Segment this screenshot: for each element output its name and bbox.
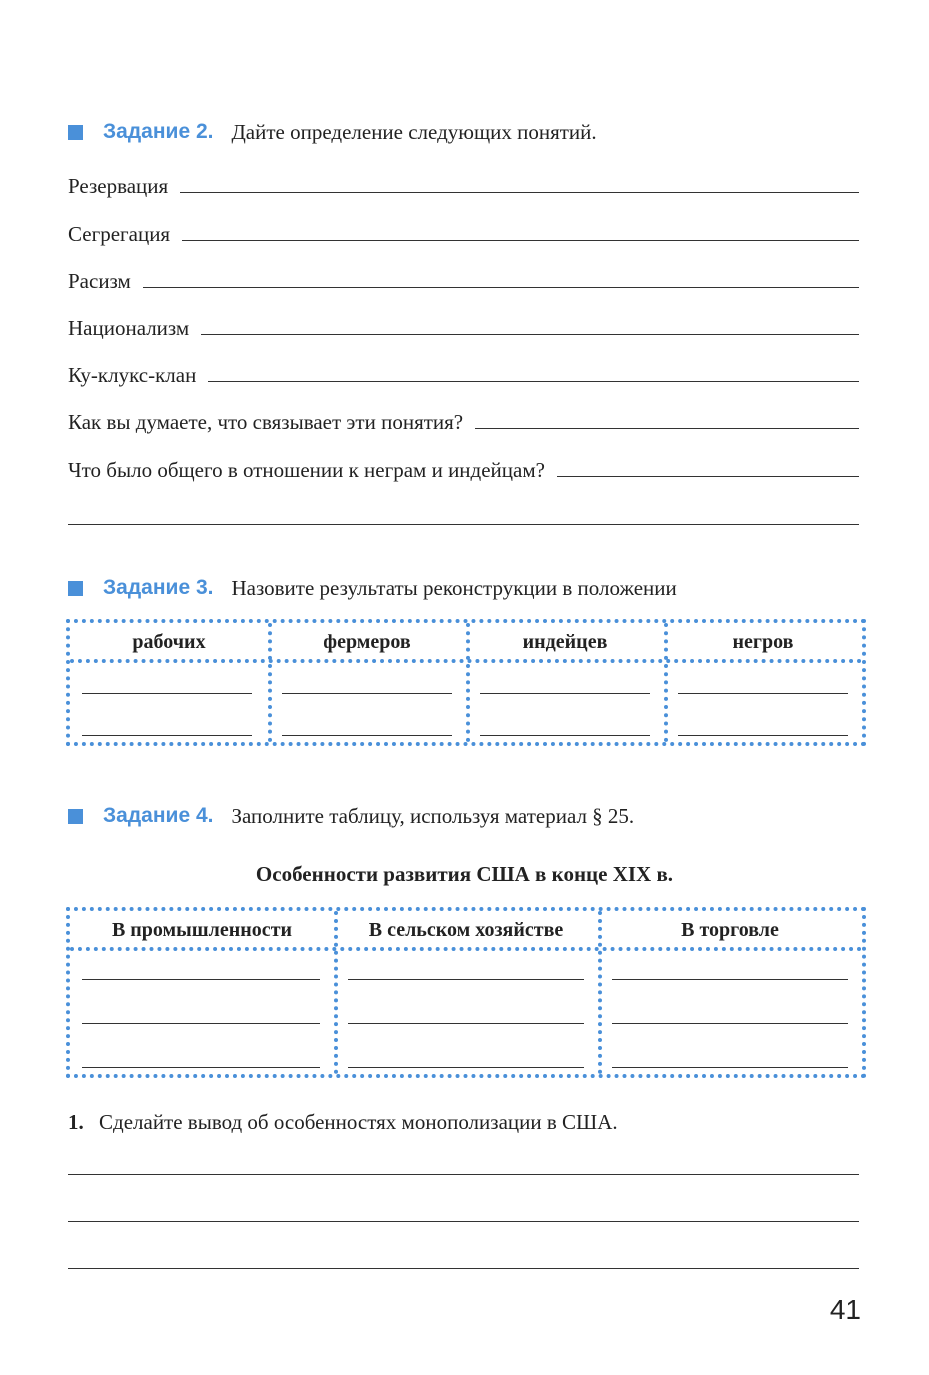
answer-line[interactable] — [282, 735, 452, 736]
task3-label: Задание 3. — [103, 576, 214, 599]
task2-header — [68, 117, 597, 147]
task4-text: Заполните таблицу, используя материал § 25. — [231, 803, 635, 828]
usa-development-table — [66, 907, 866, 1078]
term-label: Расизм — [68, 269, 131, 293]
term-label: Сегрегация — [68, 222, 171, 246]
task3-header — [68, 573, 677, 603]
column-header-farmers: фермеров — [323, 631, 411, 653]
column-header-workers: рабочих — [132, 631, 206, 653]
task2-text: Дайте определение следующих понятий. — [231, 119, 597, 144]
answer-line[interactable] — [68, 1174, 859, 1175]
table-title: Особенности развития США в конце XIX в. — [255, 862, 674, 886]
column-header-agriculture: В сельском хозяйстве — [368, 919, 564, 941]
answer-line[interactable] — [480, 693, 650, 694]
answer-line[interactable] — [143, 287, 859, 288]
question-text: Сделайте вывод об особенностях монополизации в США. — [99, 1110, 618, 1134]
answer-line[interactable] — [348, 1067, 584, 1068]
reconstruction-table — [66, 619, 866, 746]
answer-line[interactable] — [68, 1268, 859, 1269]
answer-line[interactable] — [180, 192, 859, 193]
question-text: Как вы думаете, что связывает эти понятия? — [68, 410, 464, 434]
task2-label: Задание 2. — [103, 120, 214, 143]
term-row-kkk — [68, 359, 859, 387]
term-row-reservation — [68, 170, 859, 198]
answer-line[interactable] — [348, 1023, 584, 1024]
term-label: Национализм — [68, 316, 190, 340]
column-header-industry: В промышленности — [111, 919, 293, 941]
answer-line[interactable] — [480, 735, 650, 736]
answer-line[interactable] — [82, 693, 252, 694]
square-bullet-icon — [68, 125, 83, 140]
column-header-trade: В торговле — [681, 919, 779, 941]
answer-line[interactable] — [678, 735, 848, 736]
question-number: 1. — [68, 1110, 84, 1134]
answer-line[interactable] — [68, 1221, 859, 1222]
answer-line[interactable] — [678, 693, 848, 694]
question-text: Что было общего в отношении к неграм и индейцам? — [68, 458, 545, 482]
answer-line[interactable] — [208, 381, 859, 382]
task4-label: Задание 4. — [103, 804, 214, 827]
answer-line[interactable] — [282, 693, 452, 694]
answer-line[interactable] — [82, 979, 320, 980]
answer-line[interactable] — [82, 1067, 320, 1068]
answer-line[interactable] — [612, 1067, 848, 1068]
task4-header — [68, 801, 634, 831]
answer-line[interactable] — [475, 428, 859, 429]
answer-line[interactable] — [348, 979, 584, 980]
term-row-nationalism — [68, 312, 859, 340]
square-bullet-icon — [68, 581, 83, 596]
column-header-negroes: негров — [732, 631, 794, 653]
question-row-common — [68, 454, 859, 482]
table-divider — [70, 947, 862, 951]
term-label: Резервация — [68, 174, 169, 198]
question-row-connection — [68, 406, 859, 434]
answer-line[interactable] — [82, 735, 252, 736]
page-number: 41 — [829, 1294, 861, 1325]
answer-line[interactable] — [68, 524, 859, 525]
answer-line[interactable] — [182, 240, 859, 241]
term-label: Ку-клукс-клан — [68, 363, 197, 387]
answer-line[interactable] — [557, 476, 859, 477]
term-row-racism — [68, 265, 859, 293]
answer-line[interactable] — [612, 979, 848, 980]
task3-text: Назовите результаты реконструкции в положении — [231, 575, 677, 600]
answer-line[interactable] — [82, 1023, 320, 1024]
answer-line[interactable] — [612, 1023, 848, 1024]
square-bullet-icon — [68, 809, 83, 824]
term-row-segregation — [68, 218, 859, 246]
answer-line[interactable] — [201, 334, 859, 335]
column-header-indians: индейцев — [522, 631, 608, 653]
question-1 — [68, 1110, 618, 1135]
